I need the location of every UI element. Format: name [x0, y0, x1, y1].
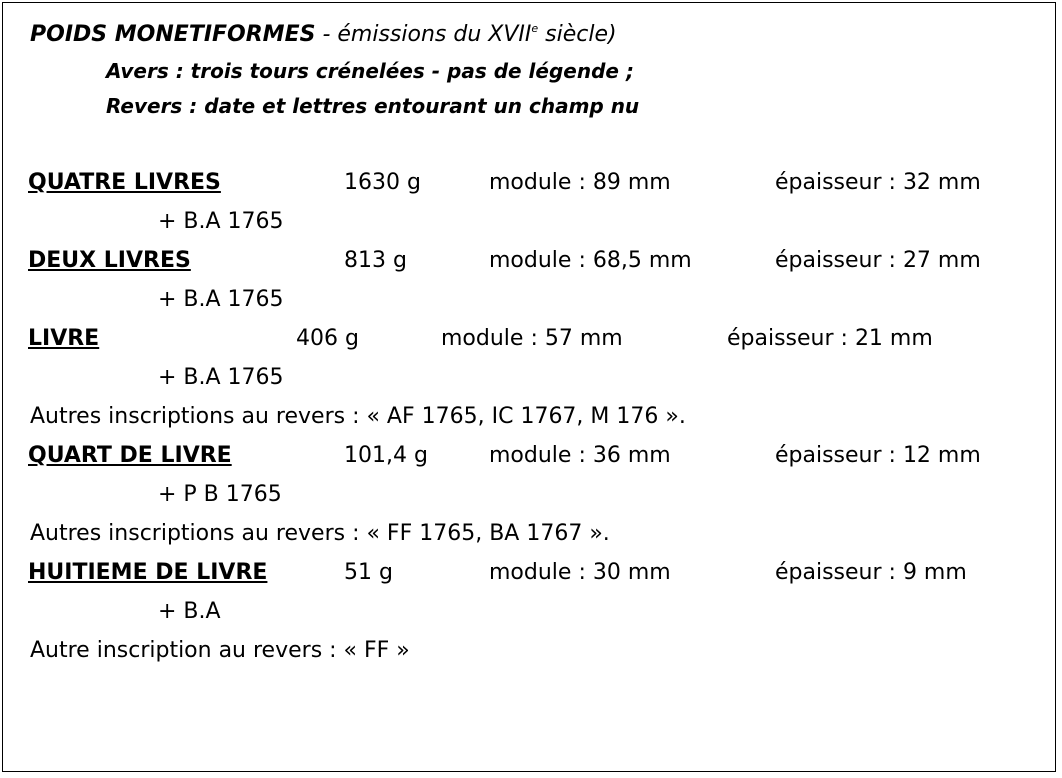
- module-value: module : 68,5 mm: [489, 248, 692, 273]
- weight-name: QUART DE LIVRE: [28, 443, 232, 468]
- note-line: Autres inscriptions au revers : « AF 1765, IC 1767, M 176 ».: [30, 404, 686, 429]
- avers-line: Avers : trois tours crénelées - pas de légende ;: [106, 59, 634, 83]
- thickness-value: épaisseur : 9 mm: [775, 560, 967, 585]
- weight-value: 406 g: [296, 326, 359, 351]
- note-line: Autres inscriptions au revers : « FF 1765, BA 1767 ».: [30, 521, 610, 546]
- thickness-value: épaisseur : 32 mm: [775, 170, 981, 195]
- module-value: module : 36 mm: [489, 443, 671, 468]
- title-bold: POIDS MONETIFORMES: [30, 22, 316, 47]
- thickness-value: épaisseur : 21 mm: [727, 326, 933, 351]
- mark-line: + B.A 1765: [158, 365, 284, 390]
- module-value: module : 89 mm: [489, 170, 671, 195]
- document-title: [30, 20, 617, 50]
- module-value: module : 57 mm: [441, 326, 623, 351]
- weight-value: 51 g: [344, 560, 393, 585]
- mark-line: + P B 1765: [158, 482, 282, 507]
- revers-line: Revers : date et lettres entourant un champ nu: [106, 94, 640, 118]
- weight-value: 101,4 g: [344, 443, 428, 468]
- module-value: module : 30 mm: [489, 560, 671, 585]
- thickness-value: épaisseur : 12 mm: [775, 443, 981, 468]
- document-frame: [2, 2, 1056, 772]
- weight-value: 813 g: [344, 248, 407, 273]
- weight-name: HUITIEME DE LIVRE: [28, 560, 268, 585]
- weight-name: QUATRE LIVRES: [28, 170, 221, 195]
- title-superscript: e: [531, 22, 539, 35]
- title-rest: - émissions du XVII: [315, 22, 532, 47]
- note-line: Autre inscription au revers : « FF »: [30, 638, 410, 663]
- mark-line: + B.A 1765: [158, 287, 284, 312]
- weight-name: DEUX LIVRES: [28, 248, 191, 273]
- title-end: siècle): [538, 22, 617, 47]
- weight-value: 1630 g: [344, 170, 421, 195]
- mark-line: + B.A 1765: [158, 209, 284, 234]
- mark-line: + B.A: [158, 599, 221, 624]
- weight-name: LIVRE: [28, 326, 100, 351]
- thickness-value: épaisseur : 27 mm: [775, 248, 981, 273]
